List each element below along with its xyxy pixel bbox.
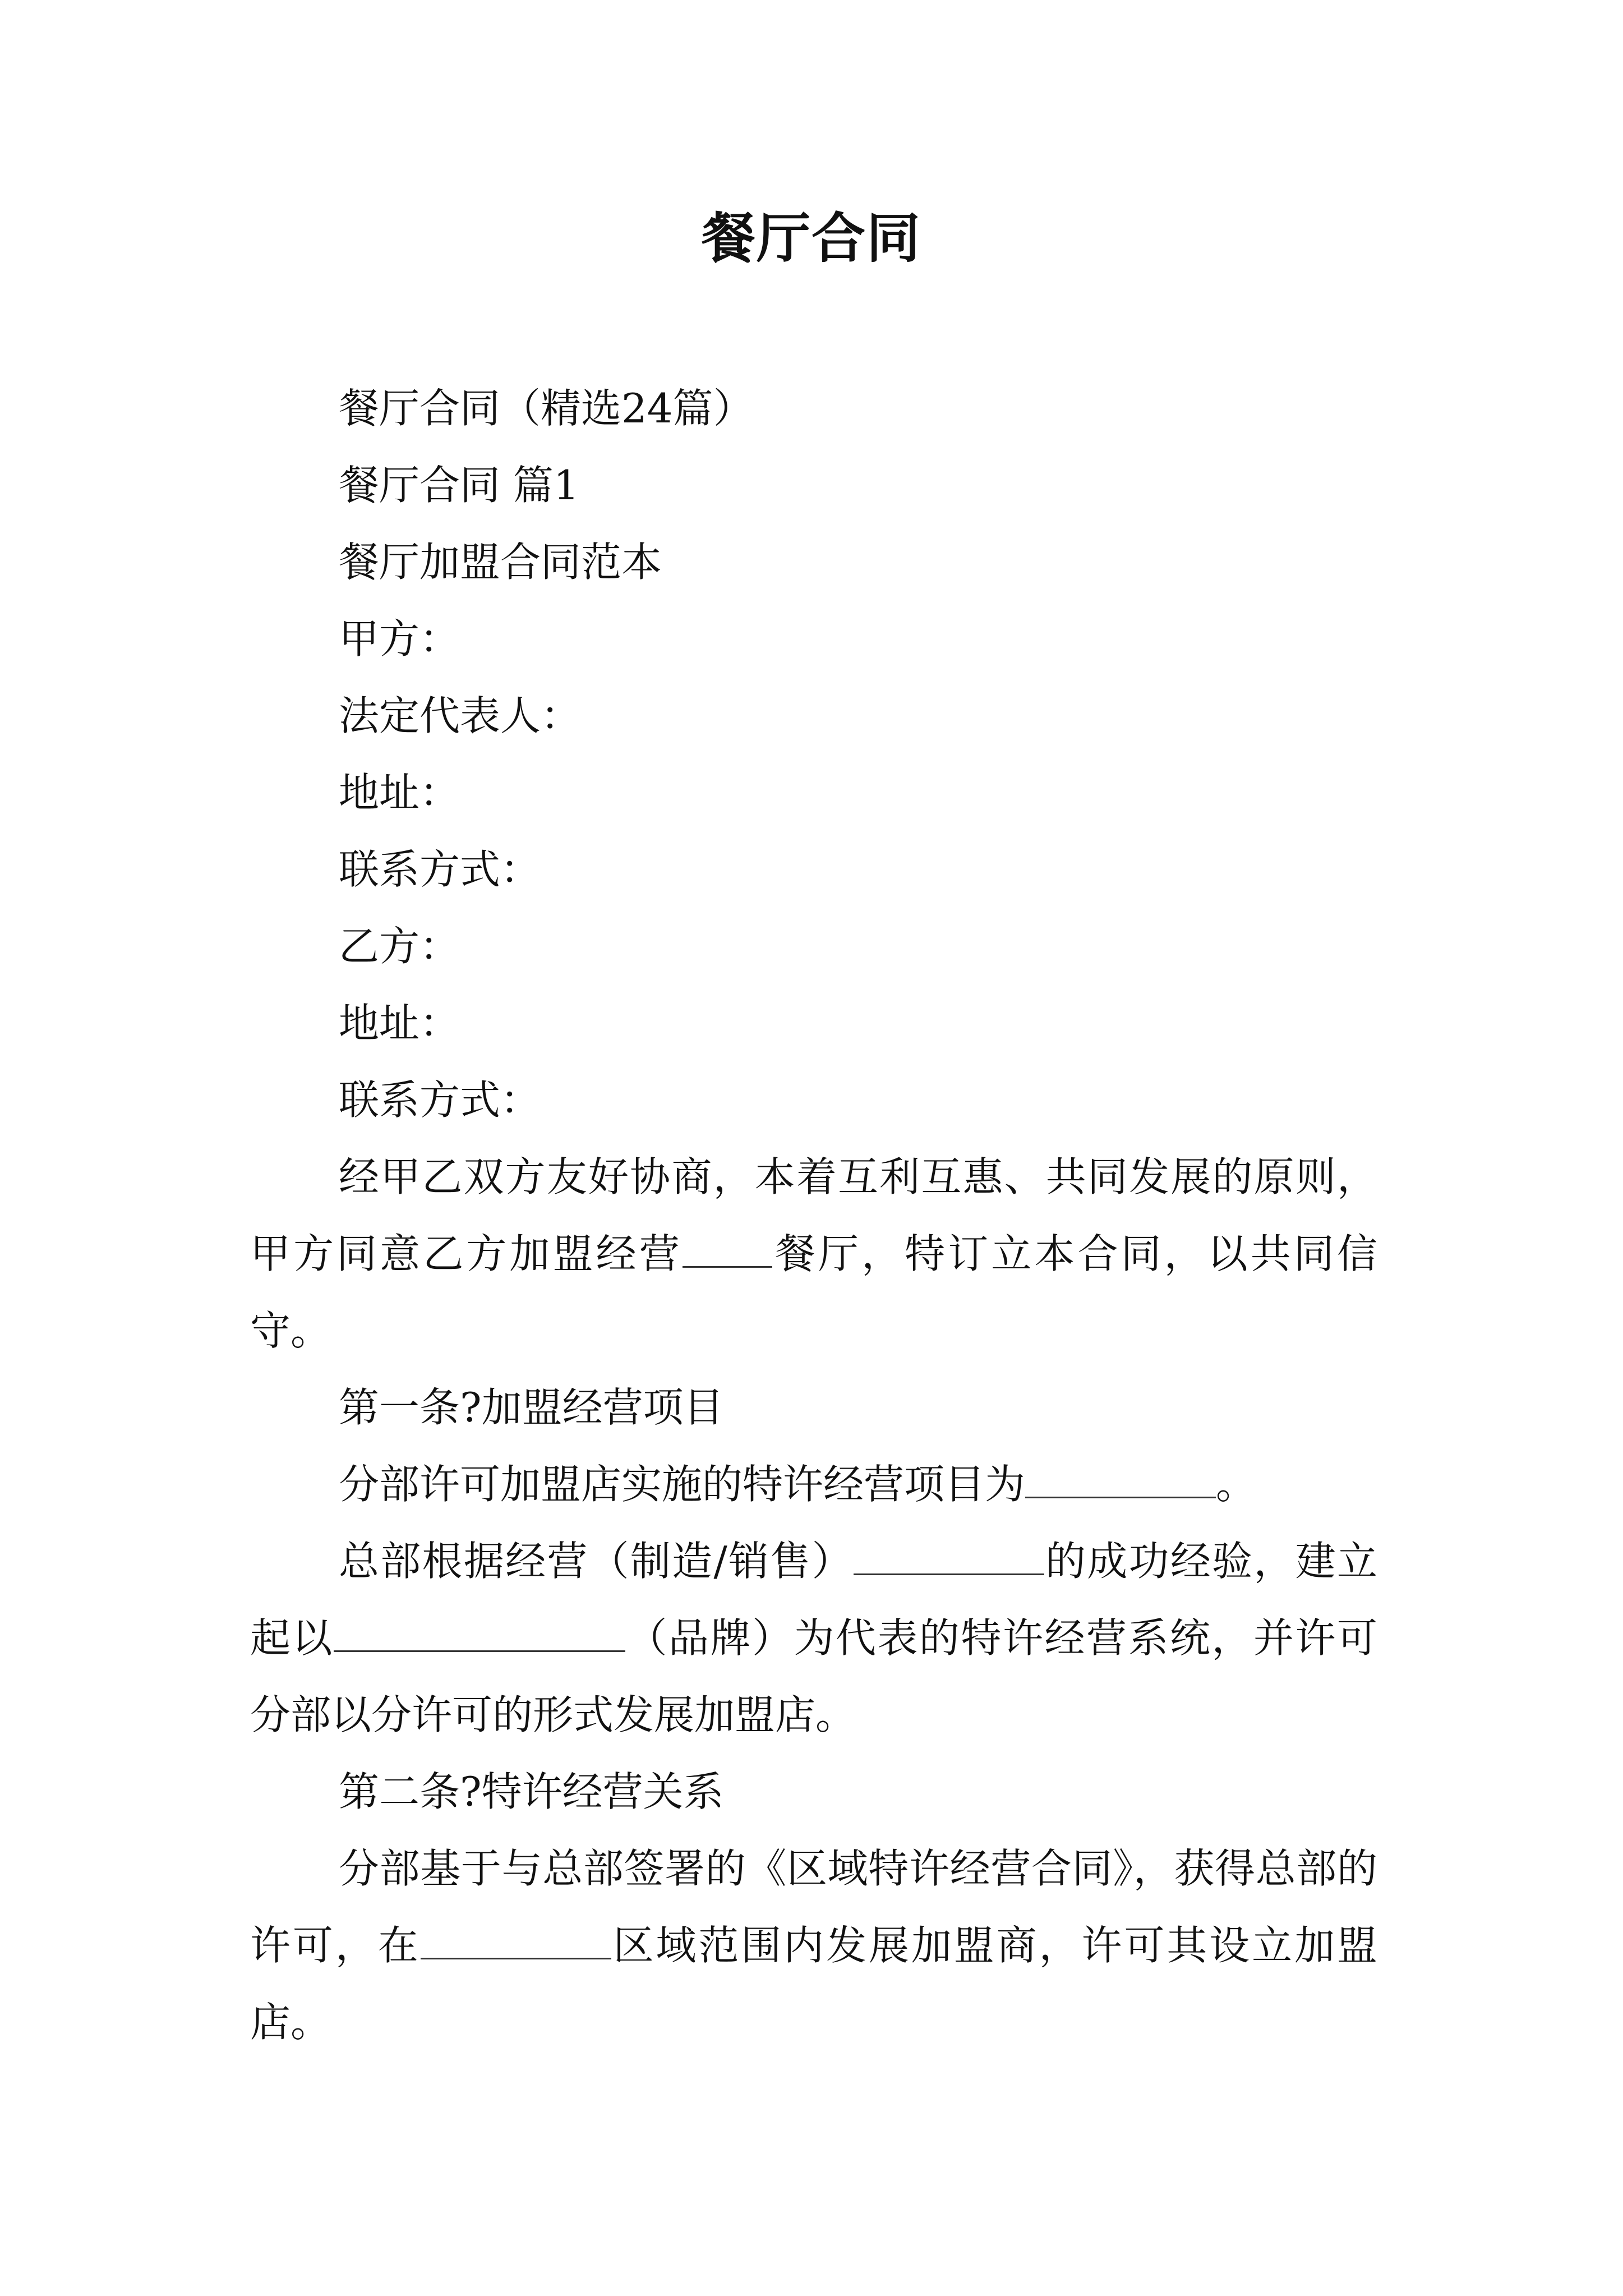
document-body: [250, 370, 1377, 2061]
article-2-paragraph-1: [250, 1830, 1377, 2061]
party-b-address-label: 地址：: [339, 1000, 460, 1047]
article-2-p1-after: 区域范围内发展加盟商，许可其设立加盟店。: [250, 1922, 1377, 2046]
party-a-address-label: 地址：: [339, 769, 460, 816]
intro-text-before: 经甲乙双方友好协商，本着互利互惠、共同发展的原则，甲方同意乙方加盟经营: [250, 1153, 1377, 1277]
legal-representative-label: 法定代表人：: [339, 692, 582, 739]
article-1-paragraph-2: [250, 1523, 1377, 1754]
article-2-heading: 第二条?特许经营关系: [339, 1768, 724, 1815]
paragraph-template-name: 餐厅加盟合同范本: [339, 539, 662, 586]
blank-brand: [334, 1617, 625, 1652]
article-1-p1-after: 。: [1216, 1461, 1257, 1508]
paragraph-subtitle: 餐厅合同（精选24篇）: [339, 385, 754, 432]
paragraph-chapter: 餐厅合同 篇1: [339, 462, 579, 509]
blank-region: [421, 1924, 611, 1959]
paragraph-intro: [250, 1139, 1377, 1369]
article-1-p2-part1: 总部根据经营（制造/销售）: [339, 1538, 854, 1585]
party-b-label: 乙方：: [339, 923, 460, 970]
article-1-heading: 第一条?加盟经营项目: [339, 1384, 724, 1431]
article-1-p2-part3: （品牌）为代表的特许经营系统，并许可分部以分许可的形式发展加盟店。: [250, 1614, 1377, 1738]
party-a-label: 甲方：: [339, 615, 460, 662]
article-1-p1-before: 分部许可加盟店实施的特许经营项目为: [339, 1461, 1026, 1508]
article-1-paragraph-1: [250, 1446, 1377, 1523]
blank-restaurant-name: [683, 1232, 772, 1268]
article-2-p1-before: 分部基于与总部签署的《区域特许经营合同》，获得总部的许可，在: [250, 1845, 1377, 1969]
party-a-contact-label: 联系方式：: [339, 846, 541, 893]
party-b-contact-label: 联系方式：: [339, 1076, 541, 1124]
blank-product: [854, 1540, 1044, 1575]
document-title: 餐厅合同: [702, 207, 921, 270]
intro-text-after: 餐厅，特订立本合同，以共同信守。: [250, 1230, 1377, 1354]
blank-franchise-project: [1025, 1463, 1216, 1498]
article-1-p2-part2: 的成功经验，建立起以: [250, 1538, 1377, 1662]
